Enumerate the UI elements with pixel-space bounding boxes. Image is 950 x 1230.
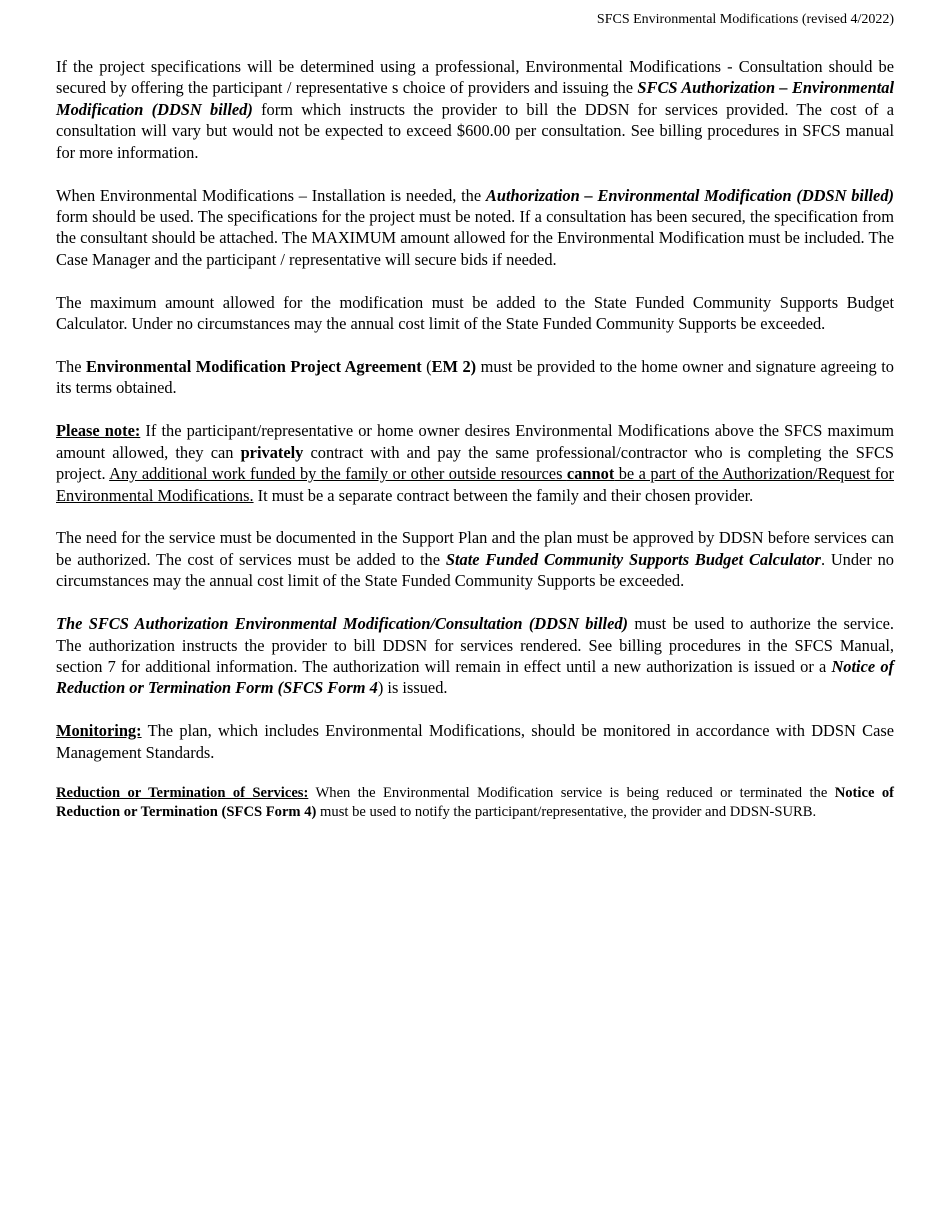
- em2-label: EM 2): [431, 356, 477, 376]
- monitoring-text: The plan, which includes Environmental Modifications, should be monitored in accordance with DDSN Case Management Standards.: [56, 721, 894, 762]
- consultation-text-cont: form which instructs the provider to bill the DDSN for services provided. The cost of a consultation will vary but would not be expected to exceed $600.00 per consultation. See billing procedures in SFCS manual for more information.: [56, 99, 895, 162]
- paragraph-authorization: [56, 613, 894, 699]
- consultation-text: If the project specifications will be determined using a professional, Environmental Modifications - Consultation should be secured by offering the participant / representative s choice of providers and issuing the: [56, 57, 894, 98]
- reduction-text-end: must be used to notify the participant/representative, the provider and DDSN-SURB.: [316, 804, 817, 821]
- paragraph-maximum-amount: [56, 292, 894, 335]
- authorization-text-end: ) is issued.: [377, 678, 448, 698]
- installation-text-cont: form should be used. The specifications for the project must be noted. If a consultation has been secured, the specification from the consultant should be attached. The MAXIMUM amount allowed for the Environmental Modification must be included. The Case Manager and the participant / representative will secure bids if needed.: [56, 206, 894, 269]
- separate-contract-text: It must be a separate contract between the family and their chosen provider.: [253, 485, 754, 505]
- paragraph-monitoring: [56, 720, 894, 763]
- authorization-consultation-title: The SFCS Authorization Environmental Modification/Consultation (DDSN billed): [56, 614, 629, 634]
- budget-calculator-title: State Funded Community Supports Budget Calculator: [445, 549, 821, 569]
- support-plan-text-cont: . Under no circumstances may the annual cost limit of the State Funded Community Supports be exceeded.: [56, 549, 894, 591]
- agreement-paren: (: [421, 356, 432, 376]
- please-note-text: If the participant/representative or home owner desires Environmental Modifications above the SFCS maximum amount allowed, they can: [56, 421, 894, 462]
- sfcs-form4-title: Notice of Reduction or Termination Form (SFCS Form 4: [56, 656, 894, 698]
- paragraph-support-plan: [56, 527, 894, 591]
- additional-work-underline: Any additional work funded by the family or other outside resources: [109, 464, 567, 484]
- maximum-amount-text: The maximum amount allowed for the modification must be added to the State Funded Community Supports Budget Calculator. Under no circumstances may the annual cost limit of the State Funded Community Supports be exceeded.: [56, 292, 894, 334]
- please-note-text-2: contract with and pay the same professional/contractor who is completing the SFCS project.: [56, 442, 894, 484]
- monitoring-heading: Monitoring:: [56, 721, 142, 741]
- paragraph-project-agreement: [56, 356, 894, 399]
- paragraph-reduction-termination: [56, 784, 894, 823]
- authorization-form-title: Authorization – Environmental Modification (DDSN billed): [485, 185, 894, 205]
- project-agreement-title: Environmental Modification Project Agreement: [85, 356, 422, 376]
- sfcs-authorization-form-title: SFCS Authorization – Environmental Modification (DDSN billed): [56, 78, 894, 119]
- authorization-text: must be used to authorize the service. The authorization instructs the provider to bill DDSN for services rendered. See billing procedures in the SFCS Manual, section 7 for additional information. The authorization will remain in effect until a new authorization is issued or a: [56, 614, 894, 676]
- paragraph-consultation: [56, 56, 894, 163]
- document-body: [56, 56, 894, 844]
- paragraph-please-note: [56, 420, 894, 506]
- reduction-text: When the Environmental Modification service is being reduced or terminated the: [308, 784, 835, 801]
- cannot-emphasis: cannot: [566, 464, 615, 484]
- paragraph-installation: [56, 185, 894, 271]
- please-note-heading: Please note:: [56, 421, 141, 441]
- notice-form4-title: Notice of Reduction or Termination (SFCS Form 4): [56, 784, 894, 821]
- authorization-request-underline: be a part of the Authorization/Request for Environmental Modifications.: [56, 464, 894, 505]
- installation-text: When Environmental Modifications – Installation is needed, the: [56, 185, 486, 205]
- agreement-text-end: must be provided to the home owner and signature agreeing to its terms obtained.: [56, 356, 894, 398]
- support-plan-text: The need for the service must be documented in the Support Plan and the plan must be approved by DDSN before services can be authorized. The cost of services must be added to the: [56, 528, 894, 569]
- privately-emphasis: privately: [240, 442, 304, 462]
- agreement-text-start: The: [56, 356, 86, 376]
- reduction-termination-heading: Reduction or Termination of Services:: [56, 784, 309, 801]
- page-header: SFCS Environmental Modifications (revised 4/2022): [596, 12, 894, 27]
